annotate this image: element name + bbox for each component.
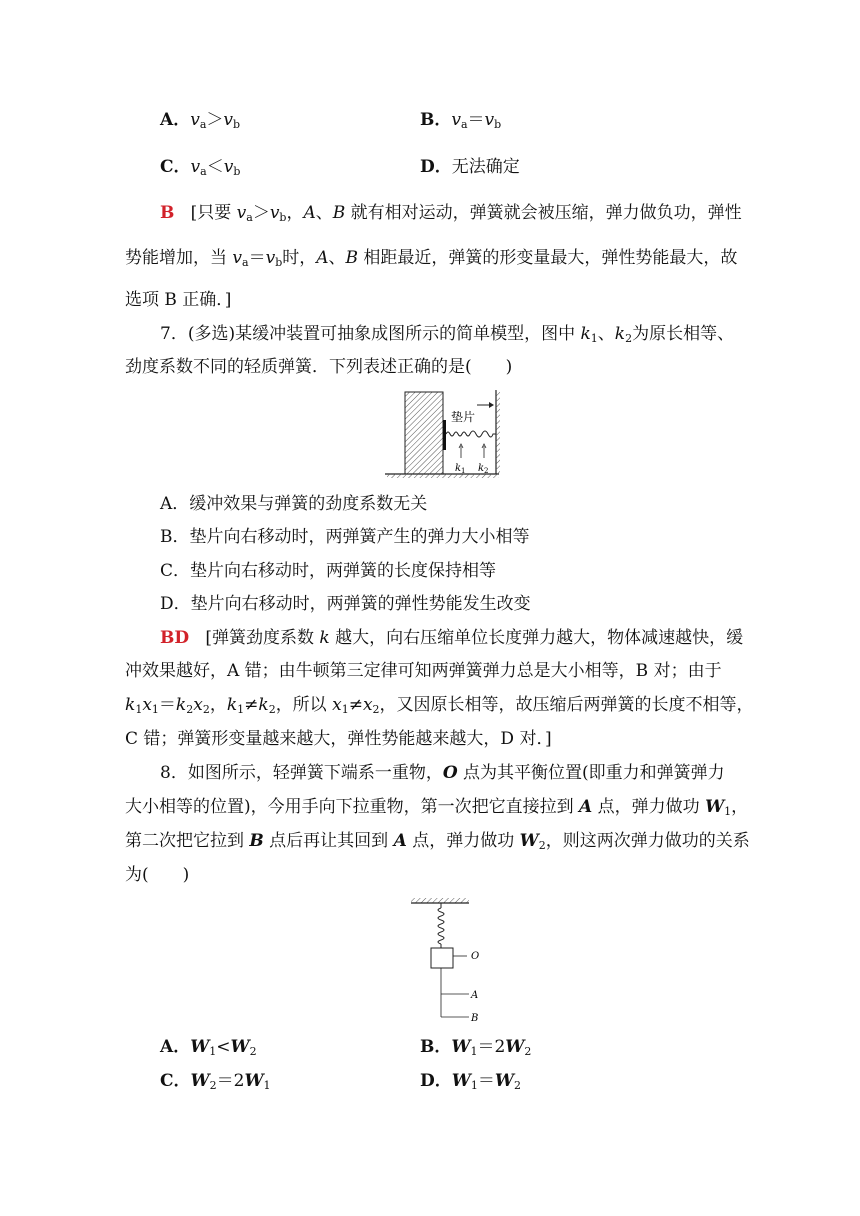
text: 相距最近，弹簧的形变量最大，弹性势能最大，故 xyxy=(358,248,738,268)
text: 势能增加，当 xyxy=(125,248,233,268)
q7-option-c[interactable]: C．垫片向右移动时，两弹簧的长度保持相等 xyxy=(160,561,497,581)
spring-k1 xyxy=(446,432,470,436)
text: 点后再让其回到 xyxy=(263,831,394,851)
q7-option-a[interactable]: A．缓冲效果与弹簧的劲度系数无关 xyxy=(160,494,428,514)
k1-sub: 1 xyxy=(461,467,466,475)
buffer-device-figure xyxy=(385,388,515,480)
text: 、 xyxy=(328,248,346,268)
text: 点为其平衡位置(即重力和弹簧弹力 xyxy=(457,763,725,783)
text: [弹簧劲度系数 xyxy=(205,628,320,648)
v-var: v xyxy=(484,110,495,130)
k2-sub: 2 xyxy=(484,467,489,475)
sub: 2 xyxy=(202,703,210,716)
op: ＝ xyxy=(248,248,266,268)
k2-label: k xyxy=(478,463,485,474)
q7-answer-line-2: 冲效果越好，A 错；由牛顿第三定律可知两弹簧弹力总是大小相等，B 对；由于 xyxy=(125,661,722,681)
text: ， xyxy=(286,203,304,223)
op: ＝2 xyxy=(477,1037,506,1057)
op: ＝2 xyxy=(216,1071,245,1091)
q6-option-b[interactable] xyxy=(420,108,501,132)
sub: 2 xyxy=(524,1045,532,1058)
point-b-label: B xyxy=(471,1013,479,1024)
v-var: v xyxy=(223,157,234,177)
var: B xyxy=(249,831,264,851)
option-label: B． xyxy=(420,110,452,130)
v-var: v xyxy=(190,110,200,130)
w-var: W xyxy=(705,797,725,817)
text: 第二次把它拉到 xyxy=(125,831,250,851)
pad xyxy=(443,420,446,450)
v-var: v xyxy=(265,248,276,268)
text: ，则这两次弹力做功的关系 xyxy=(545,831,750,851)
var: A xyxy=(303,203,316,223)
op: ＝ xyxy=(477,1071,495,1091)
sub: 1 xyxy=(151,703,159,716)
var: B xyxy=(345,248,359,268)
option-label: A． xyxy=(160,110,191,130)
answer-key: B xyxy=(160,203,175,223)
ceiling-hatch xyxy=(411,898,469,903)
q8-stem-line-2 xyxy=(125,795,748,819)
text: [只要 xyxy=(190,203,237,223)
sub: 1 xyxy=(724,805,732,818)
spring-coil xyxy=(438,908,444,944)
w-var: W xyxy=(494,1071,514,1091)
k-var: k xyxy=(226,695,238,715)
sub: b xyxy=(232,118,241,131)
w-var: W xyxy=(190,1071,210,1091)
var: A xyxy=(316,248,329,268)
v-var: v xyxy=(236,203,247,223)
q8-stem-line-4: 为( ) xyxy=(125,865,190,885)
option-label: B． xyxy=(420,1037,452,1057)
sub: 2 xyxy=(186,703,194,716)
text: 、 xyxy=(315,203,333,223)
w-var: W xyxy=(451,1037,471,1057)
sub: a xyxy=(460,118,468,131)
sub: 2 xyxy=(625,332,633,345)
option-label: A． xyxy=(160,1037,191,1057)
sub: b xyxy=(275,256,283,269)
op: ＜ xyxy=(206,157,224,177)
w-var: W xyxy=(505,1037,525,1057)
sub: 1 xyxy=(237,703,245,716)
q7-answer-line-3 xyxy=(125,693,754,717)
option-label: D． xyxy=(420,157,452,177)
text: ， xyxy=(731,797,749,817)
k-var: k xyxy=(125,695,136,715)
q8-option-d[interactable] xyxy=(420,1069,521,1093)
q6-answer-line-3: 选项 B 正确．] xyxy=(125,290,232,310)
hanging-spring-figure xyxy=(405,896,495,1026)
sub: 1 xyxy=(341,703,349,716)
k-var: k xyxy=(258,695,269,715)
sub: 1 xyxy=(590,332,598,345)
x-var: x xyxy=(142,695,152,715)
x-var: x xyxy=(193,695,203,715)
sub: b xyxy=(233,165,241,178)
text: 大小相等的位置)，今用手向下拉重物，第一次把它直接拉到 xyxy=(125,797,580,817)
floor-hatch xyxy=(387,474,499,478)
q7-answer-line-4: C 错；弹簧形变量越来越大，弹性势能越来越大，D 对．] xyxy=(125,729,552,749)
option-label: C． xyxy=(160,157,191,177)
block xyxy=(405,392,443,474)
sub: 1 xyxy=(470,1045,478,1058)
var: A xyxy=(393,831,407,851)
q6-option-c[interactable] xyxy=(160,155,240,179)
text: 就有相对运动，弹簧就会被压缩，弹力做负功，弹性 xyxy=(345,203,742,223)
v-var: v xyxy=(269,203,280,223)
sub: 2 xyxy=(209,1079,217,1092)
sub: 1 xyxy=(135,703,143,716)
q8-stem-line-3 xyxy=(125,829,750,853)
v-var: v xyxy=(190,157,201,177)
w-var: W xyxy=(244,1071,264,1091)
text: ， xyxy=(209,695,227,715)
k-var: k xyxy=(319,628,330,648)
sub: 2 xyxy=(372,703,380,716)
answer-key: BD xyxy=(160,628,190,648)
k1-label: k xyxy=(455,463,462,474)
w-var: W xyxy=(451,1071,471,1091)
spring-k2 xyxy=(470,431,496,437)
sub: a xyxy=(199,118,207,131)
q7-stem-line-2: 劲度系数不同的轻质弹簧．下列表述正确的是( ) xyxy=(125,357,513,377)
option-text: 无法确定 xyxy=(451,157,520,177)
right-arrow-icon xyxy=(489,402,494,408)
pad-label: 垫片 xyxy=(451,410,476,424)
sub: a xyxy=(246,211,253,224)
x-var: x xyxy=(332,695,342,715)
text: 越大，向右压缩单位长度弹力越大，物体减速越快，缓 xyxy=(329,628,744,648)
q8-option-a[interactable] xyxy=(160,1035,257,1059)
text: 为原长相等、 xyxy=(632,324,735,344)
q7-answer-line-1 xyxy=(160,626,743,650)
text: 7．(多选)某缓冲装置可抽象成图所示的简单模型，图中 xyxy=(160,324,581,344)
text: 点，弹力做功 xyxy=(592,797,706,817)
var: O xyxy=(442,763,458,783)
var: A xyxy=(579,797,593,817)
k-var: k xyxy=(175,695,187,715)
q7-stem-line-1 xyxy=(160,322,734,346)
op: < xyxy=(216,1037,231,1057)
op: ＞ xyxy=(206,110,224,130)
sub: a xyxy=(242,256,249,269)
sub: b xyxy=(279,211,287,224)
weight-block xyxy=(431,948,453,968)
op: ＝ xyxy=(467,110,485,130)
option-label: D． xyxy=(420,1071,452,1091)
point-a-label: A xyxy=(471,990,479,1001)
sub: 2 xyxy=(268,703,276,716)
text: 时， xyxy=(282,248,317,268)
w-var: W xyxy=(519,831,539,851)
wall-hatch xyxy=(496,390,500,474)
q7-option-b[interactable]: B．垫片向右移动时，两弹簧产生的弹力大小相等 xyxy=(160,527,530,547)
k-var: k xyxy=(580,324,591,344)
text: 、 xyxy=(597,324,615,344)
sub: 2 xyxy=(538,839,546,852)
sub: 2 xyxy=(513,1079,521,1092)
q8-option-c[interactable] xyxy=(160,1069,271,1093)
w-var: W xyxy=(190,1037,210,1057)
sub: a xyxy=(200,165,207,178)
v-var: v xyxy=(232,248,243,268)
w-var: W xyxy=(230,1037,250,1057)
q6-answer-line-2 xyxy=(125,246,737,270)
v-var: v xyxy=(451,110,461,130)
v-var: v xyxy=(223,110,233,130)
q6-answer-line-1 xyxy=(160,201,742,225)
sub: 1 xyxy=(263,1079,271,1092)
op: ≠ xyxy=(348,695,363,715)
q8-stem-line-1 xyxy=(160,761,725,785)
sub: 2 xyxy=(249,1045,257,1058)
option-label: C． xyxy=(160,1071,191,1091)
var: B xyxy=(332,203,346,223)
op: ＝ xyxy=(158,695,176,715)
q6-option-d[interactable] xyxy=(420,155,520,179)
text: 8．如图所示，轻弹簧下端系一重物， xyxy=(160,763,443,783)
point-o-label: O xyxy=(471,951,480,962)
q7-option-d[interactable]: D．垫片向右移动时，两弹簧的弹性势能发生改变 xyxy=(160,594,531,614)
op: ＞ xyxy=(252,203,270,223)
k-var: k xyxy=(614,324,626,344)
sub: b xyxy=(494,118,502,131)
text: ，所以 xyxy=(275,695,333,715)
text: 点，弹力做功 xyxy=(406,831,520,851)
q8-option-b[interactable] xyxy=(420,1035,531,1059)
text: ，又因原长相等，故压缩后两弹簧的长度不相等， xyxy=(379,695,754,715)
sub: 1 xyxy=(209,1045,217,1058)
q6-option-a[interactable] xyxy=(160,108,240,132)
x-var: x xyxy=(362,695,373,715)
op: ≠ xyxy=(244,695,259,715)
sub: 1 xyxy=(470,1079,478,1092)
